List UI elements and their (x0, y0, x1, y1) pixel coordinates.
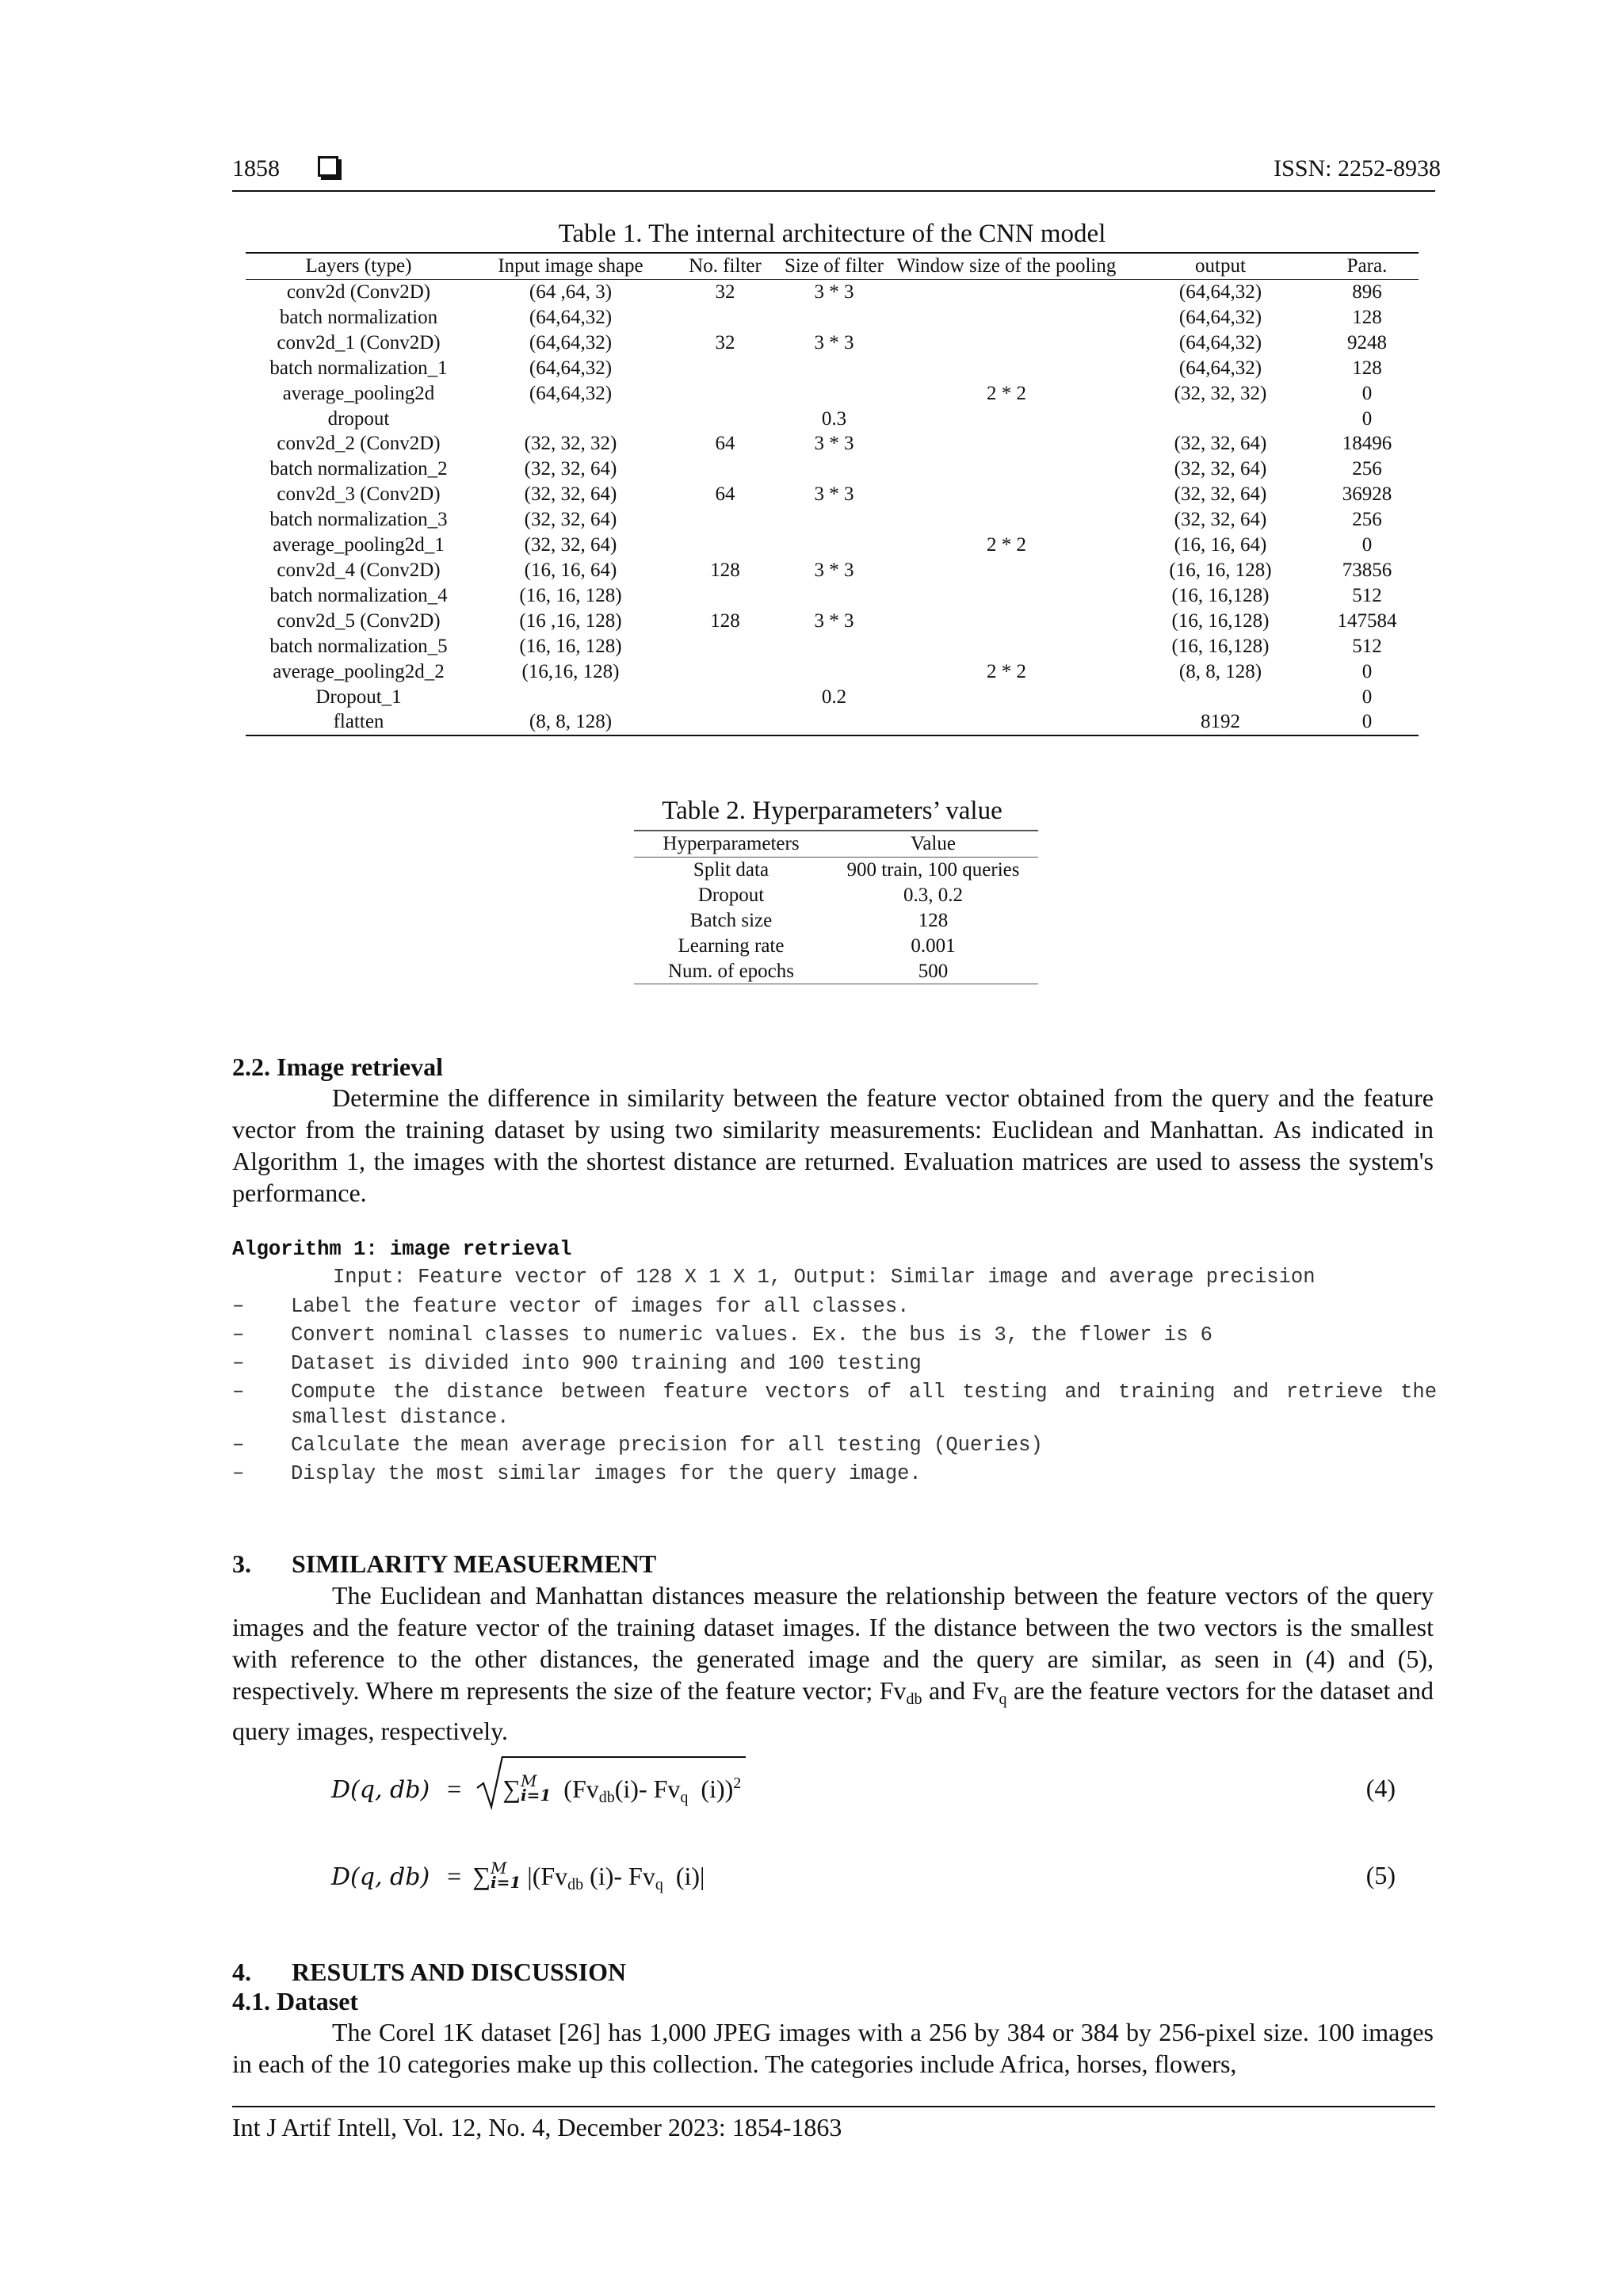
table1-body (246, 280, 1419, 736)
table-cell (888, 431, 1125, 457)
table-cell: 3 * 3 (814, 433, 854, 455)
eq4-equals: = (447, 1775, 462, 1803)
table-cell: 0.3, 0.2 (903, 884, 963, 906)
table1-header-row (246, 253, 1419, 280)
table-cell (888, 356, 1125, 381)
table-cell: (16, 16, 128) (519, 584, 622, 606)
table-cell: (16, 16, 128) (1169, 559, 1272, 581)
table-row (246, 709, 1419, 735)
algorithm-step-text: Compute the distance between feature vectors of all testing and training and retrieve the smallest distance. (291, 1381, 1437, 1429)
section-4-heading: RESULTS AND DISCUSSION (292, 1958, 627, 1986)
algorithm-step-text: Convert nominal classes to numeric values. Ex. the bus is 3, the flower is 6 (291, 1324, 1212, 1347)
equation-5 (331, 1861, 705, 1894)
table-cell (781, 709, 888, 735)
table-cell: 128 (710, 559, 740, 581)
section-4-1-paragraph (232, 2016, 1434, 2080)
table-cell: 9248 (1347, 331, 1387, 353)
table-cell (670, 507, 781, 533)
table-cell: (64 ,64, 3) (529, 281, 613, 303)
section-4-1-text: The Corel 1K dataset [26] has 1,000 JPEG images with a 256 by 384 or 384 by 256-pixel size. 100 images in each of the 10 categories make up this collection. The categories include Africa, horses, flowers, (232, 2018, 1434, 2078)
table-cell (781, 533, 888, 558)
eq4-power: 2 (733, 1775, 742, 1792)
table-cell (781, 634, 888, 659)
eq5-limits (491, 1859, 521, 1892)
table-row (246, 457, 1419, 482)
table-cell (888, 407, 1125, 432)
eq4-body-b: (i)- Fv (614, 1775, 681, 1803)
eq4-sup: M (521, 1771, 537, 1790)
table-cell: conv2d (Conv2D) (286, 281, 431, 303)
table-cell: conv2d_4 (Conv2D) (277, 559, 441, 581)
table-row (246, 305, 1419, 330)
subscript-db: db (906, 1690, 922, 1708)
table2 (634, 830, 1038, 984)
algorithm-step-dash: – (232, 1461, 245, 1484)
table-cell: 128 (918, 909, 949, 931)
table-cell: 512 (1352, 635, 1382, 657)
table-cell: (32, 32, 32) (1174, 382, 1267, 404)
table-cell (670, 356, 781, 381)
table-cell: 128 (710, 609, 740, 632)
section-3-text-and: and Fv (922, 1676, 999, 1705)
table-row (246, 280, 1419, 305)
table1-header (246, 253, 1419, 280)
table-cell: 2 * 2 (987, 382, 1026, 404)
table-cell: Split data (693, 858, 769, 881)
algorithm-step-dash: – (232, 1323, 245, 1346)
table2-column-header: Value (828, 831, 1038, 857)
table-cell: (8, 8, 128) (1178, 660, 1262, 682)
table-cell (888, 482, 1125, 507)
table1-column-header: No. filter (670, 253, 781, 280)
table-cell (1125, 407, 1316, 432)
table-cell: 2 * 2 (987, 534, 1026, 556)
table-cell: flatten (333, 711, 384, 733)
algorithm-io: Input: Feature vector of 128 X 1 X 1, Output: Similar image and average precision (333, 1266, 1316, 1289)
table-cell: average_pooling2d_2 (273, 660, 445, 682)
table-cell: 0 (1361, 711, 1373, 733)
table1-column-header: Window size of the pooling (888, 253, 1125, 280)
table-cell: (32, 32, 64) (524, 458, 617, 480)
table-cell: (8, 8, 128) (529, 711, 613, 733)
section-2-2-heading: 2.2. Image retrieval (232, 1052, 443, 1081)
section-4-1-heading: 4.1. Dataset (232, 1987, 359, 2015)
table2-header-row (634, 831, 1038, 857)
table-cell: batch normalization_2 (269, 458, 448, 480)
table-cell: batch normalization_3 (269, 509, 448, 531)
table-cell: (16, 16, 64) (524, 559, 617, 581)
table1-column-header: Para. (1316, 253, 1419, 280)
table-cell (670, 533, 781, 558)
table-cell: (16, 16,128) (1171, 635, 1270, 657)
table-cell: (64,64,32) (1178, 357, 1262, 379)
table-cell: 3 * 3 (814, 281, 854, 303)
table-cell (888, 330, 1125, 356)
table-cell: 256 (1352, 458, 1382, 480)
table-cell: 0.2 (821, 686, 847, 708)
table-cell: 8192 (1201, 711, 1240, 733)
section-4-number: 4. (232, 1958, 251, 1986)
table-cell (888, 558, 1125, 583)
table2-body (634, 857, 1038, 984)
table-cell: (64,64,32) (1178, 331, 1262, 353)
table-cell: 0 (1361, 407, 1373, 430)
table-cell: 256 (1352, 509, 1382, 531)
table-cell (670, 659, 781, 685)
algorithm-step-dash: – (232, 1380, 245, 1403)
checkbox-square-icon (318, 156, 338, 177)
table-row (246, 431, 1419, 457)
table-row (246, 356, 1419, 381)
eq4-sub-q: q (680, 1789, 689, 1806)
eq5-sum: ∑ (472, 1862, 491, 1890)
table-cell: Learning rate (678, 934, 785, 957)
eq4-limits (521, 1771, 552, 1805)
equation-4-number: (4) (1365, 1774, 1396, 1802)
table-cell: (64,64,32) (1178, 281, 1262, 303)
algorithm-step-text: Label the feature vector of images for all classes. (291, 1295, 910, 1318)
table-cell: average_pooling2d (282, 382, 435, 404)
table-cell (781, 356, 888, 381)
eq5-body-a: |(Fv (527, 1862, 568, 1890)
eq4-sub-db: db (598, 1789, 615, 1806)
table-cell (670, 634, 781, 659)
table-cell (888, 685, 1125, 710)
section-3-paragraph (232, 1580, 1434, 1747)
table-cell: 128 (1352, 306, 1382, 328)
sqrt-icon (475, 1755, 504, 1812)
table-cell: 32 (715, 331, 735, 353)
table-cell: 0.001 (911, 934, 956, 957)
table-cell: Dropout_1 (315, 686, 402, 708)
table-cell: batch normalization_5 (269, 635, 448, 657)
table-row (246, 583, 1419, 609)
table-cell (888, 583, 1125, 609)
table-cell: 64 (715, 433, 735, 455)
table-cell: conv2d_5 (Conv2D) (277, 609, 441, 632)
table-cell: (16, 16, 64) (1174, 534, 1267, 556)
table-cell: conv2d_3 (Conv2D) (277, 483, 441, 506)
algorithm-step-text: Calculate the mean average precision for all testing (Queries) (291, 1434, 1043, 1457)
table-cell: 0 (1361, 686, 1373, 708)
table-cell (472, 685, 670, 710)
table-cell (781, 583, 888, 609)
eq4-lhs: D(q, db) (331, 1776, 430, 1804)
eq5-lhs: D(q, db) (331, 1863, 430, 1891)
table-cell (1125, 685, 1316, 710)
table-cell (888, 305, 1125, 330)
table-row (634, 857, 1038, 882)
table-cell: 128 (1352, 357, 1382, 379)
table-cell: (32, 32, 64) (1174, 509, 1267, 531)
section-3-number: 3. (232, 1549, 251, 1578)
table-cell: 18496 (1342, 433, 1392, 455)
subscript-q: q (999, 1690, 1007, 1708)
eq4-radical (475, 1771, 742, 1807)
equation-4 (331, 1771, 742, 1807)
table-cell (472, 407, 670, 432)
table-cell: 3 * 3 (814, 331, 854, 353)
table1-column-header: output (1125, 253, 1316, 280)
table-cell: (32, 32, 64) (524, 509, 617, 531)
section-3-text-1: The Euclidean and Manhattan distances measure the relationship between the feature vectors of the query images and the feature vector of the training dataset images. If the distance between the two vectors is the smallest with reference to the other distances, the generated image and the query are similar, as seen in (4) and (5), respectively. Where m represents the size of the feature vector; Fv (232, 1581, 1434, 1705)
table-row (246, 634, 1419, 659)
table-cell: 64 (715, 483, 735, 506)
table-cell: batch normalization_4 (269, 584, 448, 606)
table-cell (670, 709, 781, 735)
table-cell: 0 (1361, 660, 1373, 682)
table-cell: batch normalization_1 (269, 357, 448, 379)
table-cell: (64,64,32) (529, 357, 613, 379)
table-cell (781, 457, 888, 482)
table-cell: Dropout (697, 884, 765, 906)
eq5-sup: M (491, 1859, 507, 1878)
table-cell: 147584 (1337, 609, 1397, 632)
algorithm-step-text: Dataset is divided into 900 training and 100 testing (291, 1352, 922, 1375)
table-cell: 500 (918, 960, 949, 982)
algorithm-step-dash: – (232, 1294, 245, 1317)
table-cell (670, 457, 781, 482)
table-cell (888, 457, 1125, 482)
table-cell: (32, 32, 64) (1174, 483, 1267, 506)
table-cell (670, 685, 781, 710)
table-cell: conv2d_2 (Conv2D) (277, 433, 441, 455)
table-cell (781, 381, 888, 407)
table1 (246, 252, 1419, 736)
table-cell: batch normalization (279, 306, 438, 328)
algorithm-step-dash: – (232, 1351, 245, 1374)
table-cell: (64,64,32) (1178, 306, 1262, 328)
table1-caption: Table 1. The internal architecture of the CNN model (558, 220, 1106, 248)
table-cell: dropout (327, 407, 390, 430)
table-cell: 3 * 3 (814, 483, 854, 506)
table-row (246, 381, 1419, 407)
table-cell: average_pooling2d_1 (273, 534, 445, 556)
table-cell: (32, 32, 64) (1174, 433, 1267, 455)
table-cell: (32, 32, 64) (524, 534, 617, 556)
table-cell (781, 507, 888, 533)
table-cell: 3 * 3 (814, 609, 854, 632)
table-cell (888, 507, 1125, 533)
table-cell: 32 (715, 281, 735, 303)
table-cell: (16, 16,128) (1171, 609, 1270, 632)
table-row (246, 659, 1419, 685)
table-cell: 900 train, 100 queries (846, 858, 1020, 881)
table-cell: (32, 32, 32) (524, 433, 617, 455)
eq5-body-c: (i)| (675, 1862, 705, 1890)
section-2-2-text: Determine the difference in similarity between the feature vector obtained from the query and the feature vector from the training dataset by using two similarity measurements: Euclidean and Manhattan. As indicated in Algorithm 1, the images with the shortest distance are returned. Evaluation matrices are used to assess the system's performance. (232, 1083, 1434, 1207)
page-number (232, 155, 338, 182)
table-row (246, 507, 1419, 533)
eq5-sub: i=1 (491, 1873, 521, 1892)
table-cell (781, 659, 888, 685)
table-row (634, 883, 1038, 908)
table-cell: 73856 (1342, 559, 1392, 581)
table-cell: Batch size (689, 909, 773, 931)
eq4-sum: ∑ (502, 1775, 521, 1803)
eq4-sub: i=1 (521, 1786, 552, 1805)
page-number-text: 1858 (232, 155, 280, 181)
eq4-body-a: (Fv (563, 1775, 599, 1803)
table-row (246, 407, 1419, 432)
table-cell (670, 305, 781, 330)
table-cell: 3 * 3 (814, 559, 854, 581)
eq4-body-c: (i)) (701, 1775, 734, 1803)
table-cell: 36928 (1342, 483, 1392, 506)
table-row (246, 330, 1419, 356)
table-cell (670, 407, 781, 432)
algorithm-step-text: Display the most similar images for the query image. (291, 1462, 922, 1485)
table-row (246, 685, 1419, 710)
section-3-text-2: are the feature vectors for the dataset and query images, respectively. (232, 1676, 1434, 1745)
table-cell: (16 ,16, 128) (519, 609, 622, 632)
table1-column-header: Input image shape (472, 253, 670, 280)
table-cell: 0.3 (821, 407, 847, 430)
table-cell: Num. of epochs (668, 960, 794, 982)
footer-citation: Int J Artif Intell, Vol. 12, No. 4, December 2023: 1854-1863 (232, 2113, 842, 2141)
header-rule (232, 190, 1435, 192)
journal-issn: ISSN: 2252-8938 (1274, 155, 1441, 181)
table-cell: (32, 32, 64) (524, 483, 617, 506)
equation-5-number: (5) (1365, 1861, 1396, 1889)
section-3-heading: SIMILARITY MEASUERMENT (292, 1549, 657, 1578)
table-cell: (64,64,32) (529, 306, 613, 328)
table-cell: 0 (1361, 382, 1373, 404)
eq5-sub-db: db (567, 1876, 584, 1893)
table-cell: (16, 16, 128) (519, 635, 622, 657)
table-cell: 0 (1361, 534, 1373, 556)
table1-column-header: Size of filter (781, 253, 888, 280)
table-cell (888, 709, 1125, 735)
table-row (634, 934, 1038, 959)
table-cell (670, 583, 781, 609)
table-row (246, 533, 1419, 558)
section-2-2-paragraph (232, 1082, 1434, 1209)
table1-column-header: Layers (type) (246, 253, 472, 280)
table-row (246, 609, 1419, 634)
algorithm-step-dash: – (232, 1433, 245, 1456)
table-row (246, 482, 1419, 507)
table-cell (888, 280, 1125, 305)
table-cell (781, 305, 888, 330)
eq5-body-b: (i)- Fv (590, 1862, 655, 1890)
table2-caption: Table 2. Hyperparameters’ value (662, 797, 1002, 825)
table-row (246, 558, 1419, 583)
table-cell (888, 634, 1125, 659)
table-row (634, 908, 1038, 934)
table-cell: 512 (1352, 584, 1382, 606)
table-cell (670, 381, 781, 407)
table-cell: 2 * 2 (987, 660, 1026, 682)
table-cell: (16, 16,128) (1171, 584, 1270, 606)
table-cell (888, 609, 1125, 634)
eq5-equals: = (447, 1862, 462, 1890)
algorithm-title: Algorithm 1: image retrieval (232, 1238, 572, 1261)
table-cell: (32, 32, 64) (1174, 458, 1267, 480)
table-cell: (64,64,32) (529, 331, 613, 353)
eq5-sub-q: q (655, 1876, 663, 1893)
footer-rule (232, 2106, 1435, 2107)
table-row (634, 959, 1038, 984)
table-cell: (16,16, 128) (521, 660, 620, 682)
table-cell: 896 (1352, 281, 1382, 303)
table2-column-header: Hyperparameters (634, 831, 828, 857)
table2-header (634, 831, 1038, 857)
table-cell: (64,64,32) (529, 382, 613, 404)
table-cell: conv2d_1 (Conv2D) (277, 331, 441, 353)
